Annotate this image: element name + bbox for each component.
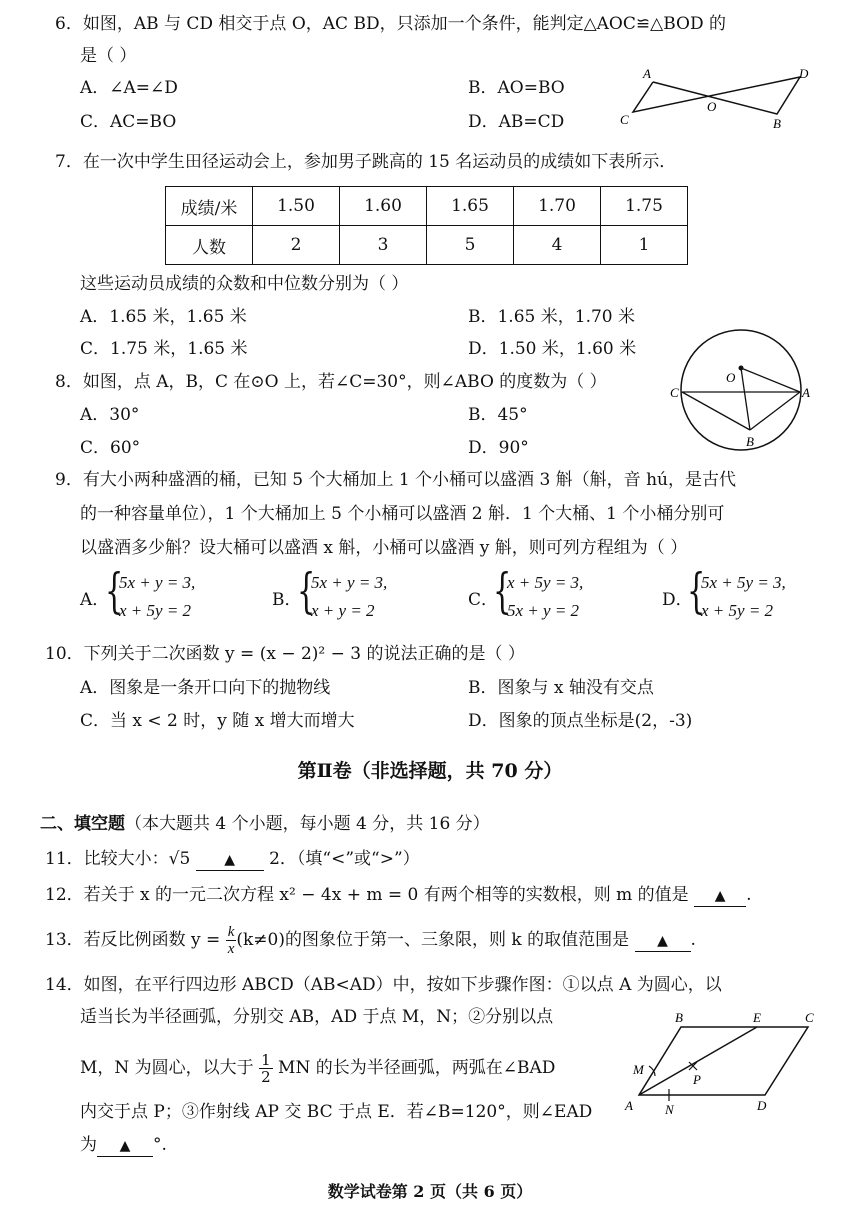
q6-option-d: D．AB=CD — [468, 112, 565, 132]
section-title: 第Ⅱ卷（非选择题，共 70 分） — [297, 760, 563, 782]
table-cell: 1 — [601, 226, 688, 265]
table-cell: 1.50 — [253, 187, 340, 226]
fraction-denominator: x — [227, 941, 235, 957]
q9-option-c-label: C． — [468, 590, 499, 610]
table-cell: 人数 — [166, 226, 253, 265]
q6-label-a: A — [643, 66, 651, 81]
q8-option-d: D．90° — [468, 438, 529, 458]
q14-line5 — [80, 1133, 167, 1157]
brace-icon: { — [297, 563, 316, 619]
q13 — [45, 924, 696, 957]
q6-figure — [615, 62, 815, 132]
q12-text: 12．若关于 x 的一元二次方程 x² − 4x + m = 0 有两个相等的实数根，则 m 的值是 — [45, 885, 689, 905]
q8-stem: 8．如图，点 A，B，C 在⊙O 上，若∠C=30°，则∠ABO 的度数为（ ） — [55, 372, 607, 392]
q11-text-end: 2．（填“<”或“>”） — [269, 849, 420, 869]
q9-option-a-label: A． — [80, 590, 110, 610]
table-cell: 成绩/米 — [166, 187, 253, 226]
q11 — [45, 847, 420, 871]
q14-figure — [625, 1010, 825, 1120]
equation: x + 5y = 3, — [507, 573, 584, 592]
table-cell: 2 — [253, 226, 340, 265]
equation: x + y = 2 — [311, 601, 375, 620]
q8-figure — [668, 320, 818, 450]
q11-text: 11．比较大小：√5 — [45, 849, 196, 869]
q6-option-a: A．∠A=∠D — [80, 78, 178, 98]
part2-heading-row — [40, 812, 490, 836]
q14-line1: 14．如图，在平行四边形 ABCD（AB<AD）中，按如下步骤作图：①以点 A 为圆心，以 — [45, 975, 722, 995]
q14-line3 — [80, 1052, 555, 1085]
brace-icon: { — [493, 563, 512, 619]
q14-answer-blank[interactable]: ▲ — [97, 1136, 153, 1157]
q13-fraction — [226, 924, 237, 957]
q14-text-end: °. — [153, 1135, 167, 1155]
q6-label-c: C — [620, 112, 629, 127]
q14-text: M，N 为圆心，以大于 — [80, 1058, 254, 1078]
brace-icon: { — [105, 563, 124, 619]
q10-option-d: D．图象的顶点坐标是(2，-3) — [468, 711, 693, 731]
q6-label-d: D — [799, 66, 809, 81]
q14-label-d: D — [757, 1098, 767, 1113]
q6-stem-line1: 6．如图，AB 与 CD 相交于点 O，AC BD，只添加一个条件，能判定△AOC≌△BOD 的 — [55, 14, 726, 34]
q13-answer-blank[interactable]: ▲ — [635, 931, 691, 952]
q9-stem-line2: 的一种容量单位），1 个大桶加上 5 个小桶可以盛酒 2 斛．1 个大桶、1 个小桶分别可 — [80, 504, 725, 524]
q8-label-a: A — [802, 385, 810, 400]
q8-option-c: C．60° — [80, 438, 141, 458]
equation: 5x + 5y = 3, — [701, 573, 786, 592]
part2-heading: 二、填空题 — [40, 814, 125, 834]
q7-question: 这些运动员成绩的众数和中位数分别为（ ） — [80, 274, 409, 294]
q9-option-b-label: B． — [272, 590, 302, 610]
table-cell: 3 — [340, 226, 427, 265]
q10-option-a: A．图象是一条开口向下的抛物线 — [80, 678, 331, 698]
equation: 5x + y = 2 — [507, 601, 580, 620]
q14-label-a: A — [625, 1098, 633, 1113]
q7-stem: 7．在一次中学生田径运动会上，参加男子跳高的 15 名运动员的成绩如下表所示． — [55, 152, 677, 172]
q14-line4: 内交于点 P；③作射线 AP 交 BC 于点 E．若∠B=120°，则∠EAD — [80, 1102, 593, 1122]
q12 — [45, 883, 751, 907]
q14-text-post: MN 的长为半径画弧，两弧在∠BAD — [278, 1058, 556, 1078]
q8-label-c: C — [670, 385, 679, 400]
part2-heading-note: （本大题共 4 个小题，每小题 4 分，共 16 分） — [125, 814, 490, 834]
table-cell: 1.75 — [601, 187, 688, 226]
q14-label-c: C — [805, 1010, 814, 1025]
equation: x + 5y = 2 — [119, 601, 192, 620]
q10-option-c: C．当 x < 2 时，y 随 x 增大而增大 — [80, 711, 355, 731]
q12-answer-blank[interactable]: ▲ — [694, 886, 746, 907]
q7-option-b: B．1.65 米，1.70 米 — [468, 307, 636, 327]
q14-label-m: M — [633, 1062, 644, 1077]
q7-option-c: C．1.75 米，1.65 米 — [80, 339, 248, 359]
q14-text: 为 — [80, 1135, 97, 1155]
table-cell: 1.65 — [427, 187, 514, 226]
q10-option-b: B．图象与 x 轴没有交点 — [468, 678, 654, 698]
brace-icon: { — [687, 563, 706, 619]
q13-text: 13．若反比例函数 y = — [45, 930, 221, 950]
q6-label-o: O — [707, 99, 717, 114]
equation: 5x + y = 3, — [119, 573, 196, 592]
q7-score-table — [165, 186, 688, 265]
table-cell: 4 — [514, 226, 601, 265]
table-cell: 1.70 — [514, 187, 601, 226]
q13-text-end: . — [690, 930, 696, 950]
q14-label-p: P — [693, 1072, 701, 1087]
table-row — [166, 187, 688, 226]
q13-text-mid: (k≠0)的图象位于第一、三象限，则 k 的取值范围是 — [236, 930, 630, 950]
q14-fraction — [259, 1052, 273, 1085]
table-row — [166, 226, 688, 265]
fraction-numerator: 1 — [261, 1051, 271, 1069]
fraction-denominator: 2 — [261, 1068, 271, 1086]
q14-line2: 适当长为半径画弧，分别交 AB，AD 于点 M，N；②分别以点 — [80, 1007, 554, 1027]
q14-label-e: E — [753, 1010, 761, 1025]
q6-option-c: C．AC=BO — [80, 112, 177, 132]
q8-option-a: A．30° — [80, 405, 140, 425]
q14-label-n: N — [665, 1102, 674, 1117]
q12-text-end: . — [746, 885, 752, 905]
q9-stem-line3: 以盛酒多少斛？设大桶可以盛酒 x 斛，小桶可以盛酒 y 斛，则可列方程组为（ ） — [80, 538, 688, 558]
q9-stem-line1: 9．有大小两种盛酒的桶，已知 5 个大桶加上 1 个小桶可以盛酒 3 斛（斛，音 hú，是古代 — [55, 470, 736, 490]
table-cell: 1.60 — [340, 187, 427, 226]
q7-option-d: D．1.50 米，1.60 米 — [468, 339, 637, 359]
page-footer: 数学试卷第 2 页（共 6 页） — [327, 1182, 533, 1201]
table-cell: 5 — [427, 226, 514, 265]
q14-label-b: B — [675, 1010, 683, 1025]
q6-option-b: B．AO=BO — [468, 78, 565, 98]
fraction-numerator: k — [227, 924, 235, 940]
q10-stem: 10．下列关于二次函数 y = (x − 2)² − 3 的说法正确的是（ ） — [45, 644, 525, 664]
q9-option-d-label: D． — [662, 590, 693, 610]
q11-answer-blank[interactable]: ▲ — [196, 850, 264, 871]
q6-stem-line2: 是（ ） — [80, 46, 137, 66]
equation: x + 5y = 2 — [701, 601, 774, 620]
q6-label-b: B — [773, 116, 781, 131]
q7-option-a: A．1.65 米，1.65 米 — [80, 307, 247, 327]
equation: 5x + y = 3, — [311, 573, 388, 592]
q8-label-b: B — [746, 434, 754, 449]
q8-option-b: B．45° — [468, 405, 528, 425]
q8-label-o: O — [726, 370, 736, 385]
